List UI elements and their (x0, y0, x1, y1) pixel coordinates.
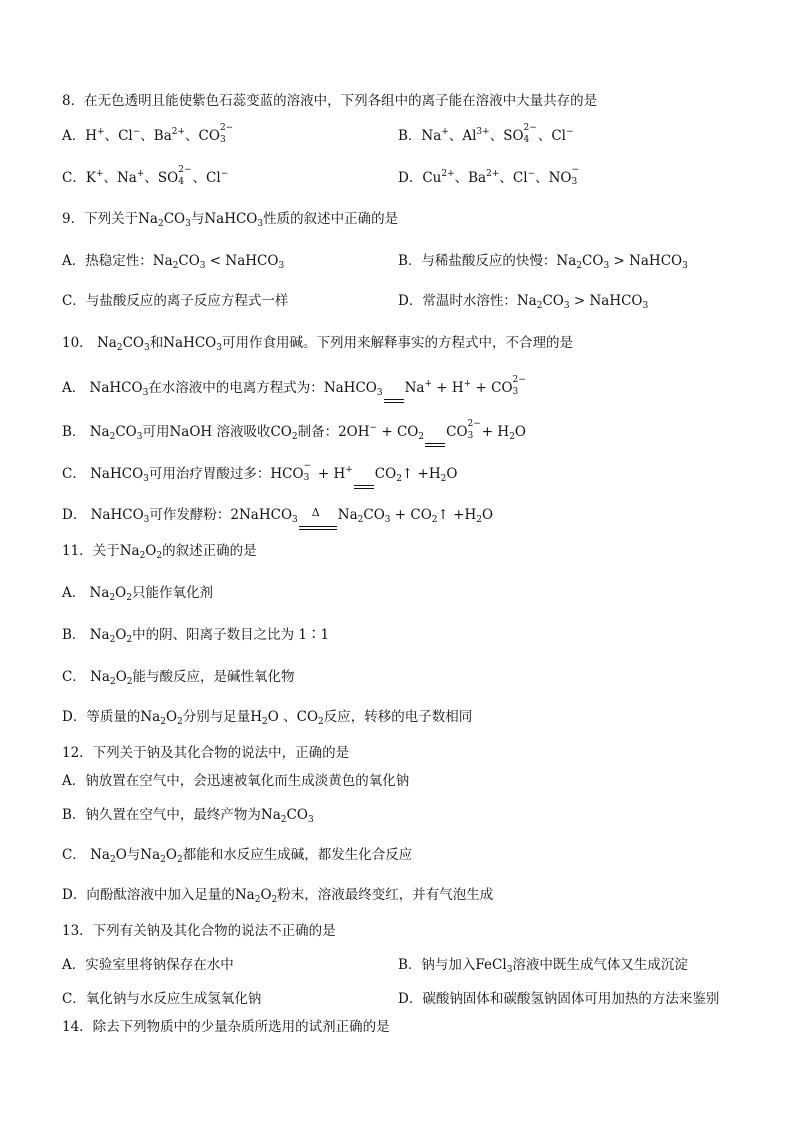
q9-option-a: A．热稳定性：$Na_2CO_3$ < NaHCO$_3$ (62, 253, 285, 271)
q8-option-a: A．H+、Cl−、$Ba^{2+}$、CO 2− 3 (62, 122, 234, 145)
question-14-stem: 14．除去下列物质中的少量杂质所选用的试剂正确的是 (62, 1019, 390, 1035)
q10-option-a: A． NaHCO$_3$在水溶液中的电离方程式为：NaHCO$_3$ Na+ + H+ + CO 2− 3 (62, 374, 526, 398)
question-12-stem: 12．下列关于钠及其化合物的说法中，正确的是 (62, 745, 350, 761)
q9-option-d: D．常温时水溶性：$Na_2CO_3$ > NaHCO$_3$ (398, 293, 649, 311)
q11-option-d: D．等质量的$Na_2O_2$分别与足量$H_2O$ 、$CO_2$反应，转移的电子数相同 (62, 709, 473, 727)
question-13-stem: 13．下列有关钠及其化合物的说法不正确的是 (62, 923, 336, 939)
q8-option-d: D．$Cu^{2+}$、$Ba^{2+}$、Cl−、NO − 3 (398, 164, 580, 187)
q10-option-b: B． $Na_2CO_3$可用NaOH 溶液吸收$CO_2$制备：$2OH^- + CO_2$ CO 2− 3 + $H_2O$ (62, 418, 526, 442)
q9-option-c: C．与盐酸反应的离子反应方程式一样 (62, 293, 289, 309)
q12-option-d: D．向酚酞溶液中加入足量的$Na_2O_2$粉末，溶液最终变红，并有气泡生成 (62, 887, 494, 905)
q9-option-b: B．与稀盐酸反应的快慢：$Na_2CO_3$ > NaHCO$_3$ (398, 253, 688, 271)
q12-option-b: B．钠久置在空气中，最终产物为$Na_2CO_3$ (62, 807, 314, 825)
question-8-stem: 8．在无色透明且能使紫色石蕊变蓝的溶液中，下列各组中的离子能在溶液中大量共存的是 (62, 93, 598, 109)
q13-option-c: C．氧化钠与水反应生成氢氧化钠 (62, 991, 262, 1007)
q11-option-b: B． $Na_2O_2$中的阴、阳离子数目之比为 1∶1 (62, 627, 330, 645)
q11-option-c: C． $Na_2O_2$能与酸反应，是碱性氧化物 (62, 669, 295, 687)
q8-option-c: C．K+、Na+、SO 2− 4 、Cl− (62, 164, 229, 187)
q13-option-b: B．钠与加入FeCl$_3$溶液中既生成气体又生成沉淀 (398, 957, 688, 975)
q11-option-a: A． $Na_2O_2$只能作氧化剂 (62, 585, 213, 603)
q10-option-c: C． NaHCO$_3$可用治疗胃酸过多：HCO − 3 + H+ $CO_2↑ +H_2O$ (62, 460, 458, 484)
q13-option-a: A．实验室里将钠保存在水中 (62, 957, 234, 973)
question-11-stem: 11．关于$Na_2O_2$的叙述正确的是 (62, 543, 257, 561)
q13-option-d: D．碳酸钠固体和碳酸氢钠固体可用加热的方法来鉴别 (398, 991, 720, 1007)
q10-option-d: D． NaHCO$_3$可作发酵粉：2NaHCO$_3$ Δ $Na_2CO_3$ + $CO_2↑ +H_2O$ (62, 506, 494, 525)
q12-option-c: C． $Na_2O$与$Na_2O_2$都能和水反应生成碱，都发生化合反应 (62, 847, 413, 865)
q8-option-b: B．Na+、$Al^{3+}$、SO 2− 4 、Cl− (398, 122, 574, 145)
q12-option-a: A．钠放置在空气中，会迅速被氧化而生成淡黄色的氧化钠 (62, 773, 410, 789)
question-10-stem: 10． $Na_2CO_3$和NaHCO$_3$可用作食用碱。下列用来解释事实的方程式中，不合理的是 (62, 335, 573, 353)
question-9-stem: 9．下列关于$Na_2CO_3$与NaHCO$_3$性质的叙述中正确的是 (62, 211, 399, 229)
